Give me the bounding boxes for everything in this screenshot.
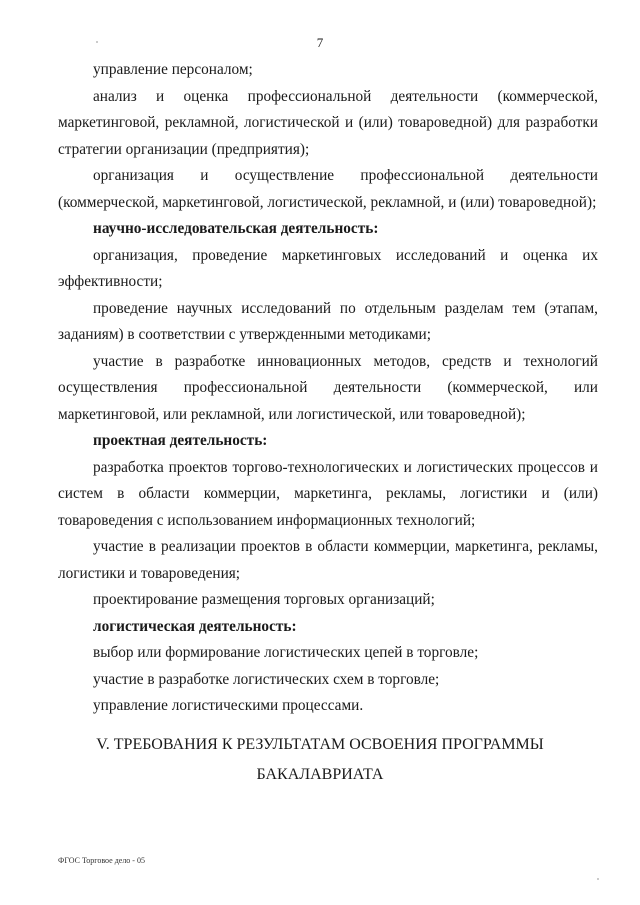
paragraph: управление персоналом; [93, 61, 253, 78]
section-heading [0, 730, 640, 790]
paragraph: выбор или формирование логистических цепей в торговле; [93, 644, 479, 661]
paragraph: участие в реализации проектов в области коммерции, маркетинга, рекламы, логистики и товароведения; [58, 538, 598, 582]
scan-speck [597, 878, 599, 880]
footer-text: ФГОС Торговое дело - 05 [58, 856, 145, 865]
paragraph: проектирование размещения торговых организаций; [93, 591, 435, 608]
paragraph: участие в разработке инновационных методов, средств и технологий осуществления профессиональной деятельности (коммерческой, или маркетинговой, или рекламной, или логистической, или товароведной); [58, 352, 598, 423]
section-heading-line1: V. ТРЕБОВАНИЯ К РЕЗУЛЬТАТАМ ОСВОЕНИЯ ПРОГРАММЫ [96, 736, 544, 753]
section-heading-line2: БАКАЛАВРИАТА [256, 766, 384, 783]
paragraph: управление логистическими процессами. [93, 697, 364, 714]
subsection-title: научно-исследовательская деятельность: [93, 220, 379, 237]
scan-speck [96, 41, 98, 43]
paragraph: организация, проведение маркетинговых исследований и оценка их эффективности; [58, 246, 598, 290]
paragraph: организация и осуществление профессиональной деятельности (коммерческой, маркетинговой, логистической, рекламной, и (или) товароведной); [58, 167, 598, 211]
body-text [58, 57, 598, 720]
paragraph: разработка проектов торгово-технологических и логистических процессов и систем в области коммерции, маркетинга, рекламы, логистики и (или) товароведения с использованием информационных технологий; [58, 458, 598, 529]
paragraph: проведение научных исследований по отдельным разделам тем (этапам, заданиям) в соответствии с утвержденными методиками; [58, 299, 598, 343]
paragraph: анализ и оценка профессиональной деятельности (коммерческой, маркетинговой, рекламной, логистической и (или) товароведной) для разработки стратегии организации (предприятия); [58, 87, 598, 158]
subsection-title: логистическая деятельность: [93, 617, 297, 635]
paragraph: участие в разработке логистических схем в торговле; [93, 670, 440, 688]
subsection-title: проектная деятельность: [93, 432, 268, 449]
page-number: 7 [316, 35, 324, 50]
